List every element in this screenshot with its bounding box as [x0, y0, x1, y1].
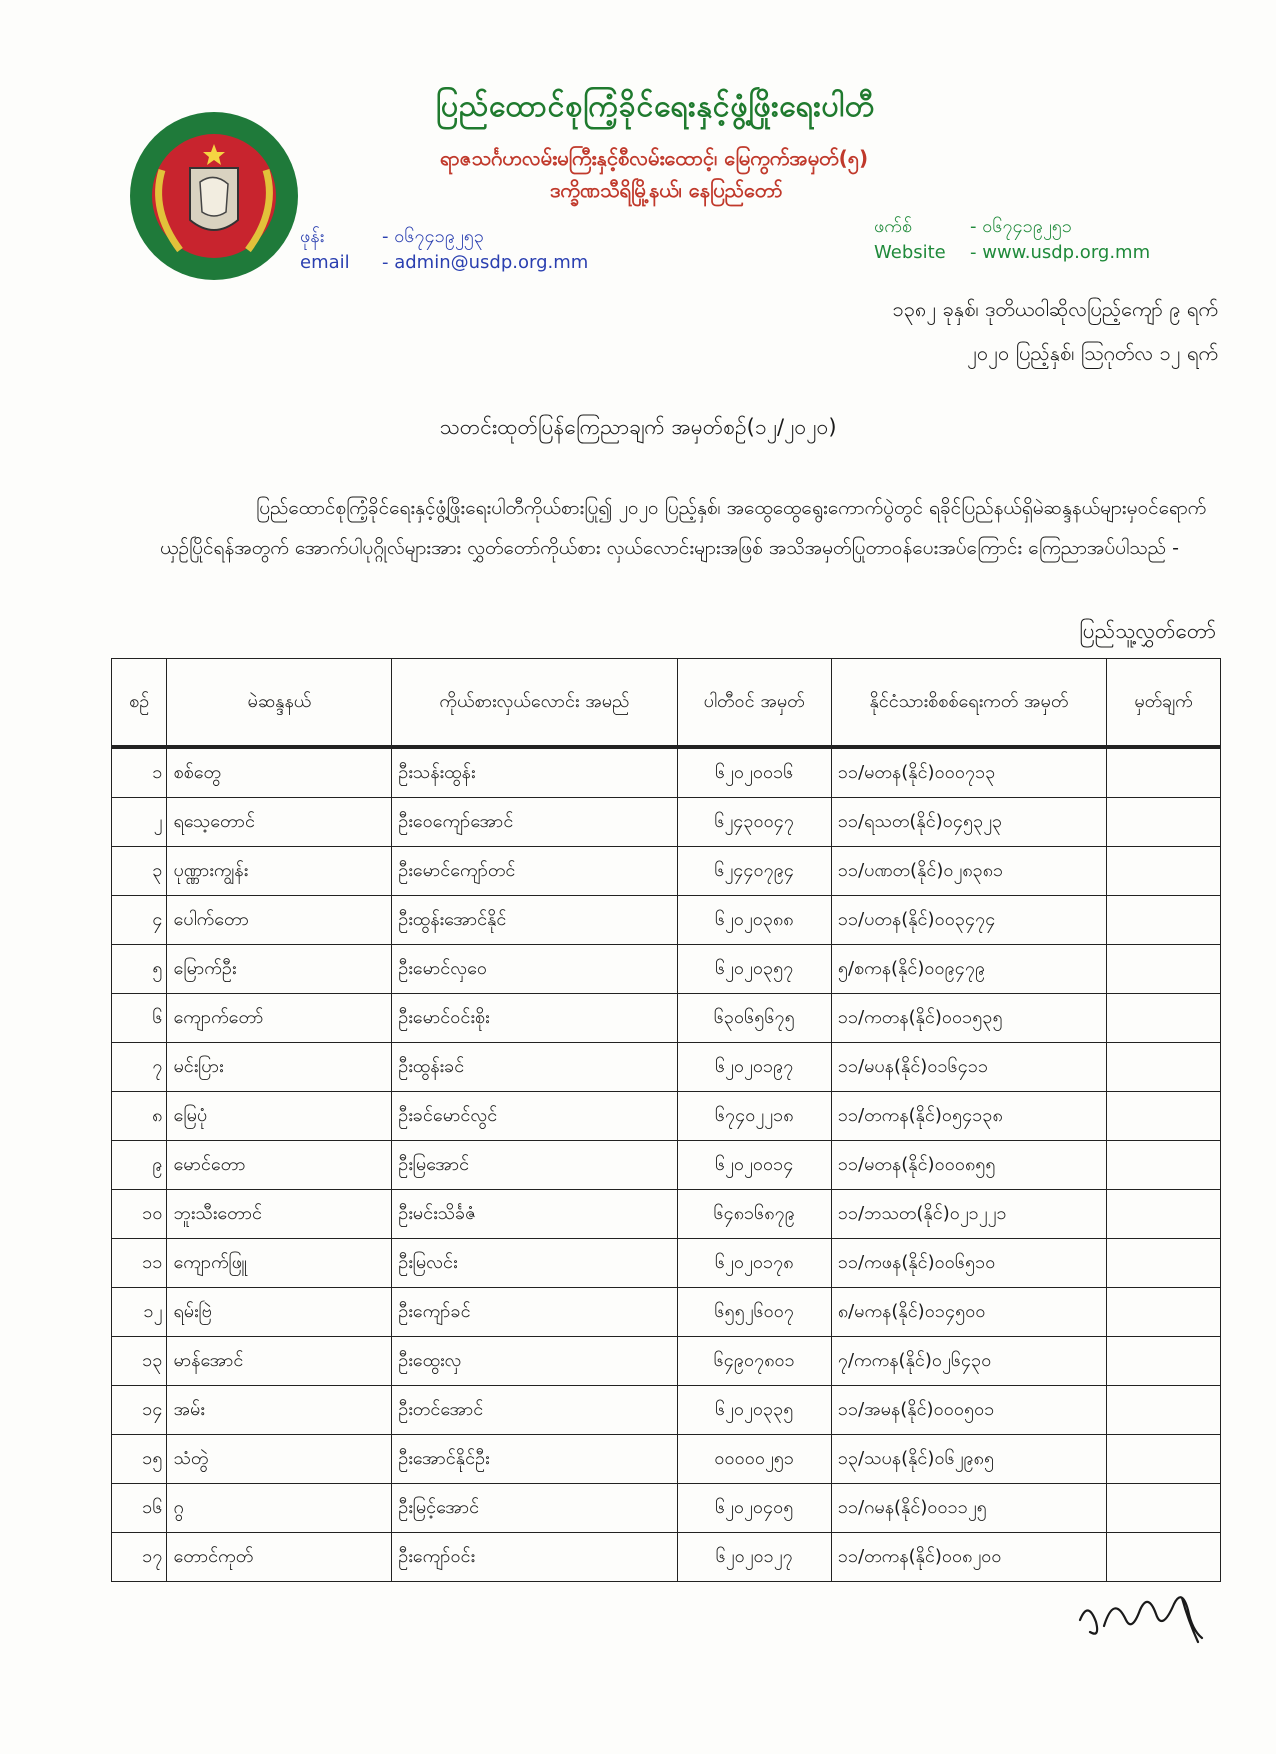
col-header-no: စဉ်: [112, 659, 167, 748]
table-row: [112, 1484, 1221, 1533]
cell-no: ၁၇: [112, 1533, 167, 1582]
phone-value: - ၀၆၇၄၁၉၂၅၃: [382, 226, 485, 247]
col-header-constituency: မဲဆန္ဒနယ်: [167, 659, 392, 748]
cell-no: ၉: [112, 1141, 167, 1190]
cell-constituency: ရသေ့တောင်: [167, 798, 392, 847]
cell-remark: [1107, 1190, 1221, 1239]
signature: [1070, 1580, 1220, 1650]
cell-candidate: ဦးခင်မောင်လွင်: [392, 1092, 677, 1141]
website-value: - www.usdp.org.mm: [970, 242, 1151, 263]
date-myanmar: ၁၃၈၂ ခုနှစ်၊ ဒုတိယဝါဆိုလပြည့်ကျော် ၉ ရက်: [892, 297, 1218, 321]
cell-nrc: ၁၁/တကန(နိုင်)၀၀၈၂၀၀: [831, 1533, 1106, 1582]
cell-party-id: ၆၂၀၂၀၄၀၅: [677, 1484, 831, 1533]
cell-nrc: ၈/မကန(နိုင်)၀၁၄၅၀၀: [831, 1288, 1106, 1337]
email-value: - admin@usdp.org.mm: [382, 252, 589, 273]
fax-label: ဖက်စ်: [874, 216, 913, 237]
table-header-row: [112, 659, 1221, 748]
cell-remark: [1107, 1484, 1221, 1533]
cell-no: ၁၀: [112, 1190, 167, 1239]
cell-remark: [1107, 1141, 1221, 1190]
cell-constituency: မင်းပြား: [167, 1043, 392, 1092]
cell-nrc: ၁၁/ကတန(နိုင်)၀၀၁၅၃၅: [831, 994, 1106, 1043]
cell-nrc: ၁၁/မတန(နိုင်)၀၀၀၈၅၅: [831, 1141, 1106, 1190]
date-gregorian: ၂၀၂၀ ပြည့်နှစ်၊ ဩဂုတ်လ ၁၂ ရက်: [967, 341, 1218, 365]
cell-constituency: ပေါက်တော: [167, 896, 392, 945]
col-header-party-id: ပါတီဝင် အမှတ်: [677, 659, 831, 748]
cell-remark: [1107, 747, 1221, 798]
cell-party-id: ၆၄၈၁၆၈၇၉: [677, 1190, 831, 1239]
cell-party-id: ၆၂၀၂၀၃၈၈: [677, 896, 831, 945]
table-row: [112, 945, 1221, 994]
fax-value: - ၀၆၇၄၁၉၂၅၁: [970, 216, 1073, 237]
cell-constituency: မာန်အောင်: [167, 1337, 392, 1386]
cell-nrc: ၁၁/မတန(နိုင်)၀၀၀၇၁၃: [831, 747, 1106, 798]
party-logo: [128, 110, 300, 282]
cell-nrc: ၁၁/ကဖန(နိုင်)၀၀၆၅၁၀: [831, 1239, 1106, 1288]
cell-remark: [1107, 847, 1221, 896]
cell-constituency: သံတွဲ: [167, 1435, 392, 1484]
cell-no: ၄: [112, 896, 167, 945]
table-row: [112, 798, 1221, 847]
table-row: [112, 1239, 1221, 1288]
hluttaw-label: ပြည်သူ့လွှတ်တော်: [1079, 619, 1216, 643]
cell-constituency: ကျောက်ဖြူ: [167, 1239, 392, 1288]
cell-party-id: ၆၂၀၂၀၁၉၇: [677, 1043, 831, 1092]
col-header-nrc: နိုင်ငံသားစိစစ်ရေးကတ် အမှတ်: [831, 659, 1106, 748]
cell-party-id: ၆၂၀၂၀၃၃၅: [677, 1386, 831, 1435]
cell-no: ၅: [112, 945, 167, 994]
contact-right: [874, 214, 1150, 266]
cell-nrc: ၁၁/တကန(နိုင်)၀၅၄၁၃၈: [831, 1092, 1106, 1141]
org-title: ပြည်ထောင်စုကြံ့ခိုင်ရေးနှင့်ဖွံ့ဖြိုးရေးပါတီ: [436, 89, 876, 124]
cell-remark: [1107, 994, 1221, 1043]
cell-party-id: ၆၂၄၄၀၇၉၄: [677, 847, 831, 896]
table-row: [112, 747, 1221, 798]
cell-candidate: ဦးမောင်လှဝေ: [392, 945, 677, 994]
cell-remark: [1107, 896, 1221, 945]
cell-no: ၈: [112, 1092, 167, 1141]
cell-candidate: ဦးမောင်ကျော်တင်: [392, 847, 677, 896]
cell-nrc: ၁၁/ပဏတ(နိုင်)၀၂၈၃၈၁: [831, 847, 1106, 896]
cell-no: ၇: [112, 1043, 167, 1092]
table-row: [112, 1092, 1221, 1141]
phone-label: ဖုန်း: [300, 226, 325, 247]
cell-party-id: ၆၂၀၂၀၀၁၆: [677, 747, 831, 798]
cell-nrc: ၁၁/အမန(နိုင်)၀၀၀၅၀၁: [831, 1386, 1106, 1435]
cell-no: ၁၅: [112, 1435, 167, 1484]
table-row: [112, 1386, 1221, 1435]
table-row: [112, 1141, 1221, 1190]
cell-constituency: ပုဏ္ဏားကျွန်း: [167, 847, 392, 896]
cell-no: ၁၆: [112, 1484, 167, 1533]
org-address: [440, 142, 1040, 206]
cell-candidate: ဦးကျော်ခင်: [392, 1288, 677, 1337]
cell-party-id: ၆၂၀၂၀၁၇၈: [677, 1239, 831, 1288]
table-row: [112, 896, 1221, 945]
cell-constituency: တောင်ကုတ်: [167, 1533, 392, 1582]
cell-candidate: ဦးထွန်းခင်: [392, 1043, 677, 1092]
cell-remark: [1107, 1386, 1221, 1435]
cell-candidate: ဦးမင်းသိင်္ခဇံ: [392, 1190, 677, 1239]
cell-candidate: ဦးထွေးလှ: [392, 1337, 677, 1386]
email-label: email: [300, 252, 350, 273]
cell-remark: [1107, 1435, 1221, 1484]
table-row: [112, 1190, 1221, 1239]
cell-candidate: ဦးအောင်နိုင်ဦး: [392, 1435, 677, 1484]
candidate-table: [111, 658, 1221, 1582]
cell-party-id: ၆၂၀၂၀၀၁၄: [677, 1141, 831, 1190]
cell-remark: [1107, 1533, 1221, 1582]
cell-no: ၂: [112, 798, 167, 847]
cell-constituency: အမ်း: [167, 1386, 392, 1435]
cell-constituency: စစ်တွေ: [167, 747, 392, 798]
cell-party-id: ၆၇၄၀၂၂၁၈: [677, 1092, 831, 1141]
cell-party-id: ၆၂၄၃၀၀၄၇: [677, 798, 831, 847]
table-row: [112, 847, 1221, 896]
cell-remark: [1107, 1043, 1221, 1092]
cell-nrc: ၁၃/သပန(နိုင်)၀၆၂၉၈၅: [831, 1435, 1106, 1484]
cell-candidate: ဦးကျော်ဝင်း: [392, 1533, 677, 1582]
contact-left: [300, 224, 588, 276]
cell-party-id: ၆၅၅၂၆၀၀၇: [677, 1288, 831, 1337]
cell-remark: [1107, 1239, 1221, 1288]
cell-no: ၆: [112, 994, 167, 1043]
cell-remark: [1107, 1337, 1221, 1386]
col-header-remark: မှတ်ချက်: [1107, 659, 1221, 748]
cell-candidate: ဦးမြအောင်: [392, 1141, 677, 1190]
cell-remark: [1107, 798, 1221, 847]
cell-nrc: ၁၁/ရသတ(နိုင်)၀၄၅၃၂၃: [831, 798, 1106, 847]
cell-remark: [1107, 1288, 1221, 1337]
cell-constituency: ဘူးသီးတောင်: [167, 1190, 392, 1239]
cell-constituency: ရမ်းဗြဲ: [167, 1288, 392, 1337]
table-row: [112, 1337, 1221, 1386]
cell-constituency: မောင်တော: [167, 1141, 392, 1190]
cell-candidate: ဦးထွန်းအောင်နိုင်: [392, 896, 677, 945]
cell-candidate: ဦးဝေကျော်အောင်: [392, 798, 677, 847]
table-row: [112, 1288, 1221, 1337]
cell-no: ၁၃: [112, 1337, 167, 1386]
col-header-candidate: ကိုယ်စားလှယ်လောင်း အမည်: [392, 659, 677, 748]
cell-no: ၁: [112, 747, 167, 798]
cell-nrc: ၁၁/ပတန(နိုင်)၀၀၃၄၇၄: [831, 896, 1106, 945]
cell-constituency: ဂွ: [167, 1484, 392, 1533]
cell-candidate: ဦးသန်းထွန်း: [392, 747, 677, 798]
cell-no: ၁၂: [112, 1288, 167, 1337]
cell-party-id: ၆၂၀၂၀၃၅၇: [677, 945, 831, 994]
cell-no: ၁၄: [112, 1386, 167, 1435]
cell-no: ၃: [112, 847, 167, 896]
cell-nrc: ၅/စကန(နိုင်)၀၀၉၄၇၉: [831, 945, 1106, 994]
document-title: သတင်းထုတ်ပြန်ကြေညာချက် အမှတ်စဉ်(၁၂/၂၀၂၀): [439, 415, 837, 439]
announcement-body: ပြည်ထောင်စုကြံ့ခိုင်ရေးနှင့်ဖွံ့ဖြိုးရေးပါတီကိုယ်စားပြု၍ ၂၀၂၀ ပြည့်နှစ်၊ အထွေထွေရွေးကောက်ပွဲတွင် ရခိုင်ပြည်နယ်ရှိမဲဆန္ဒနယ်များမှဝင်ရောက်ယှဉ်ပြိုင်ရန်အတွက် အောက်ပါပုဂ္ဂိုလ်များအား လွှတ်တော်ကိုယ်စား လှယ်လောင်းများအဖြစ် အသိအမှတ်ပြုတာဝန်ပေးအပ်ကြောင်း ကြေညာအပ်ပါသည် -: [160, 497, 1207, 559]
cell-candidate: ဦးတင်အောင်: [392, 1386, 677, 1435]
cell-party-id: ၆၂၀၂၀၁၂၇: [677, 1533, 831, 1582]
cell-nrc: ၁၁/ဂမန(နိုင်)၀၀၁၁၂၅: [831, 1484, 1106, 1533]
cell-constituency: ကျောက်တော်: [167, 994, 392, 1043]
cell-nrc: ၁၁/မပန(နိုင်)၀၁၆၄၁၁: [831, 1043, 1106, 1092]
cell-party-id: ၆၃၀၆၅၆၇၅: [677, 994, 831, 1043]
cell-party-id: ၆၄၉၀၇၈၀၁: [677, 1337, 831, 1386]
address-line-1: ရာဇသင်္ဂဟလမ်းမကြီးနှင့်စီလမ်းထောင့်၊ မြေကွက်အမှတ်(၅): [440, 146, 869, 170]
table-row: [112, 994, 1221, 1043]
address-line-2: ဒက္ခိဏသီရိမြို့နယ်၊ နေပြည်တော်: [550, 178, 783, 202]
cell-remark: [1107, 1092, 1221, 1141]
table-row: [112, 1435, 1221, 1484]
cell-remark: [1107, 945, 1221, 994]
table-row: [112, 1043, 1221, 1092]
cell-party-id: ၀၀၀၀၀၂၅၁: [677, 1435, 831, 1484]
cell-candidate: ဦးမြင့်အောင်: [392, 1484, 677, 1533]
cell-nrc: ၁၁/ဘသတ(နိုင်)၀၂၁၂၂၁: [831, 1190, 1106, 1239]
website-label: Website: [874, 242, 946, 263]
table-row: [112, 1533, 1221, 1582]
cell-candidate: ဦးမြလင်း: [392, 1239, 677, 1288]
cell-candidate: ဦးမောင်ဝင်းစိုး: [392, 994, 677, 1043]
cell-nrc: ၇/ကကန(နိုင်)၀၂၆၄၃၀: [831, 1337, 1106, 1386]
cell-no: ၁၁: [112, 1239, 167, 1288]
cell-constituency: မြောက်ဦး: [167, 945, 392, 994]
cell-constituency: မြေပုံ: [167, 1092, 392, 1141]
